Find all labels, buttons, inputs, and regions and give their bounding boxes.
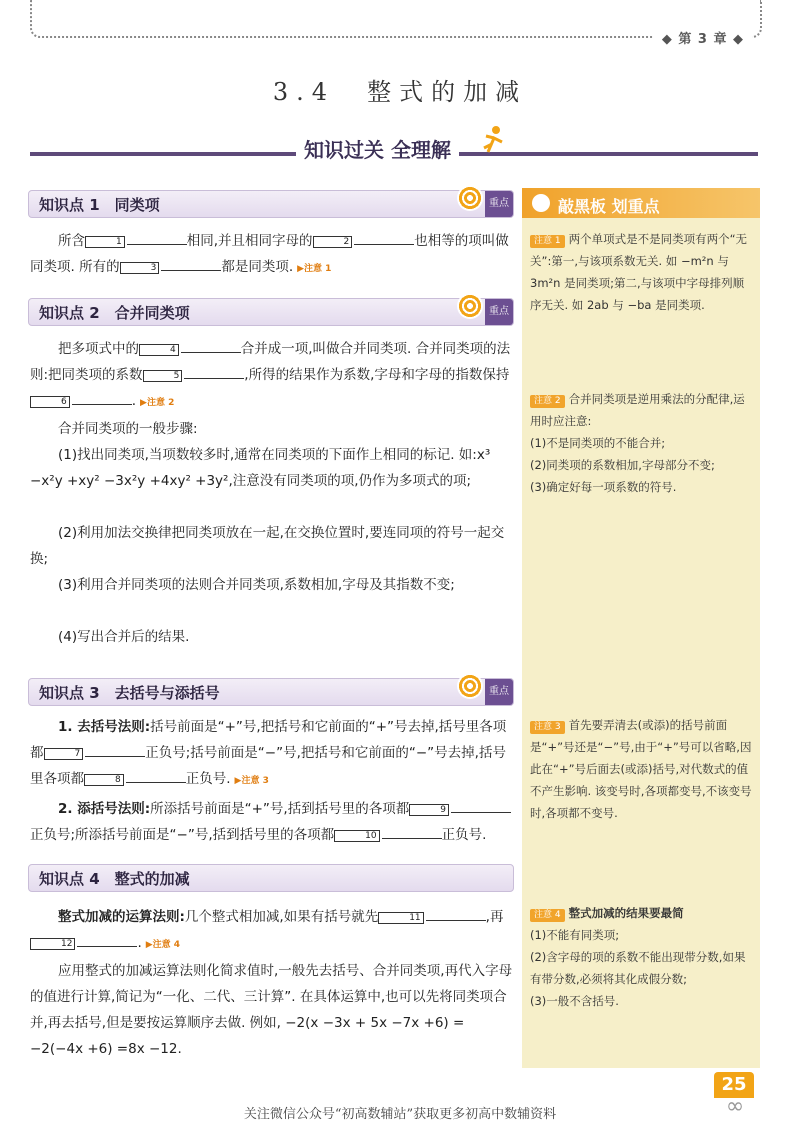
k2-title: 知识点 2 合并同类项 bbox=[39, 304, 190, 322]
k2-step-3: (3)利用合并同类项的法则合并同类项,系数相加,字母及其指数不变; bbox=[58, 577, 455, 593]
footer-text: 关注微信公众号“初高数辅站”获取更多初高中数辅资料 bbox=[243, 1107, 557, 1122]
k3-title: 知识点 3 去括号与添括号 bbox=[39, 684, 220, 702]
k3-heading bbox=[28, 678, 514, 706]
infinity-icon: ∞ bbox=[725, 1094, 745, 1119]
runner-icon bbox=[478, 124, 508, 154]
k2-heading bbox=[28, 298, 514, 326]
side-note-1: 注意 1 两个单项式是不是同类项有两个“无关”:第一,与该项系数无关. 如 −m²n 与 3m²n 是同类项;第二,与该项中字母排列顺序无关. 如 2ab 与 −ba 是同类项. bbox=[530, 232, 748, 312]
k2-paragraph: 把多项式中的 4 合并成一项,叫做合并同类项. 合并同类项的法则:把同类项的系数 5 ,所得的结果作为系数,字母和字母的指数保持6 . ▶注意 2 bbox=[30, 336, 514, 416]
key-point-badge: 重点 bbox=[485, 679, 513, 705]
k2-step-4: (4)写出合并后的结果. bbox=[58, 629, 190, 645]
blank-3 bbox=[161, 256, 221, 271]
sidebar-header: 敲黑板 划重点 bbox=[522, 188, 760, 218]
target-icon bbox=[457, 673, 483, 699]
k1-paragraph: 所含 1 相同,并且相同字母的 2 也相等的项叫做同类项. 所有的 3 都是同类项. ▶注意 1 bbox=[30, 228, 514, 282]
target-icon bbox=[457, 293, 483, 319]
side-note-2: 注意 2 合并同类项是逆用乘法的分配律,运用时应注意: (1)不是同类项的不能合并; (2)同类项的系数相加,字母部分不变; (3)确定好每一项系数的符号. bbox=[530, 392, 745, 494]
k3-rule-2: 2. 添括号法则:所添括号前面是“+”号,括到括号里的各项都 9正负号;所添括号前面是“−”号,括到括号里的各项都 10 正负号. bbox=[30, 796, 514, 848]
top-frame bbox=[30, 0, 762, 38]
k2-step-2: (2)利用加法交换律把同类项放在一起,在交换位置时,要连同项的符号一起交换; bbox=[30, 525, 505, 567]
side-note-3: 注意 3 首先要弄清去(或添)的括号前面是“+”号还是“−”号,由于“+”号可以省略,因此在“+”号后面去(或添)括号,对代数式的值不产生影响. 该变号时,各项都变号,不该变号时,各项都不变号. bbox=[530, 718, 752, 820]
k4-heading bbox=[28, 864, 514, 892]
key-point-badge: 重点 bbox=[485, 191, 513, 217]
k4-rule: 整式加减的运算法则:几个整式相加减,如果有括号就先 11 ,再12 . ▶注意 4 bbox=[30, 904, 514, 958]
chapter-label: ◆ 第 3 章 ◆ bbox=[654, 28, 752, 47]
page-title: 3.4 整式的加减 bbox=[272, 78, 528, 106]
blank-2 bbox=[354, 230, 414, 245]
key-point-badge: 重点 bbox=[485, 299, 513, 325]
blank-1 bbox=[127, 230, 187, 245]
k2-step-1: (1)找出同类项,当项数较多时,通常在同类项的下面作上相同的标记. 如:x³ −x²y +xy² −3x²y +4xy² +3y²,注意没有同类项的项,仍作为多项式的项; bbox=[30, 447, 491, 489]
pen-icon bbox=[532, 194, 550, 212]
k2-steps-title: 合并同类项的一般步骤: bbox=[58, 421, 198, 437]
k4-application: 应用整式的加减运算法则化简求值时,一般先去括号、合并同类项,再代入字母的值进行计算,简记为“一化、二代、三计算”. 在具体运算中,也可以先将同类项合并,再去括号,但是要按运算顺序去做. 例如, −2(x −3x + 5x −7x +6) = −2(−4x +6) =8x −12. bbox=[30, 963, 513, 1057]
k4-title: 知识点 4 整式的加减 bbox=[39, 870, 190, 888]
k1-title: 知识点 1 同类项 bbox=[39, 196, 160, 214]
target-icon bbox=[457, 185, 483, 211]
k3-rule-1: 1. 去括号法则:括号前面是“+”号,把括号和它前面的“+”号去掉,括号里各项都 7 正负号;括号前面是“−”号,把括号和它前面的“−”号去掉,括号里各项都 8 正负号. ▶注意 3 bbox=[30, 719, 507, 787]
section-banner: 知识过关 全理解 bbox=[296, 134, 459, 163]
k1-heading bbox=[28, 190, 514, 218]
page-number: 25 bbox=[714, 1072, 754, 1098]
side-note-4: 注意 4 整式加减的结果要最简 (1)不能有同类项; (2)含字母的项的系数不能出现带分数,如果有带分数,必须将其化成假分数; (3)一般不含括号. bbox=[530, 906, 746, 1008]
